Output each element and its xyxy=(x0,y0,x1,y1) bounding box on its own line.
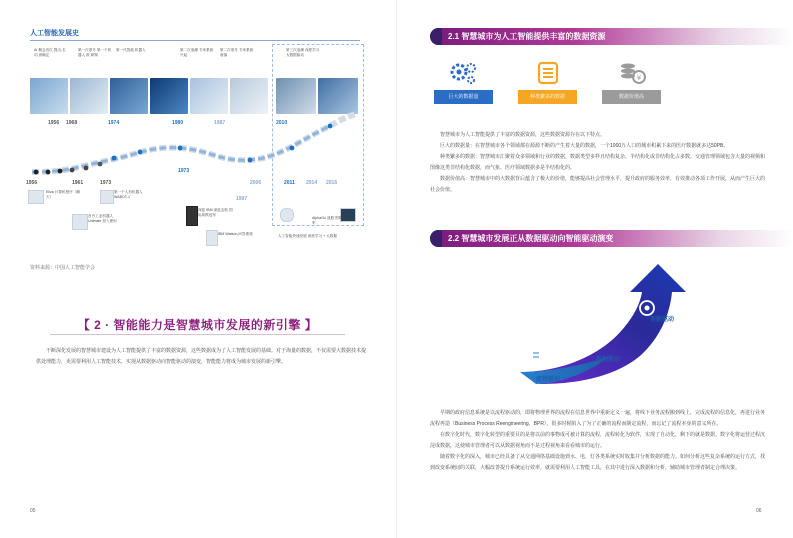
wabot-thumbnail xyxy=(100,190,114,204)
year-bottom-5: 2006 xyxy=(250,180,262,186)
year-bottom-3: 1973 xyxy=(100,180,112,186)
year-bottom-2: 1961 xyxy=(72,180,84,186)
timeline-title: 人工智能发展史 xyxy=(30,30,79,37)
year-top-3: 1974 xyxy=(108,120,120,126)
card-data-value xyxy=(602,50,661,110)
deep-blue-thumbnail xyxy=(186,206,198,226)
stage-label-process: 流程驱动 xyxy=(536,377,561,383)
event-bottom-3: 第一个人形机器人 WABOT-1 xyxy=(114,190,143,199)
event-bottom-4: 深蓝 IBM 深蓝击败 国际象棋冠军 xyxy=(198,208,233,217)
section2-paragraph: 早期的政府信息系统是以流程驱动的，即将物理世界的流程在信息世界中重新定义一遍，将线下业务流程搬到线上，完成流程的信息化，再进行业务流程再造（Business Process Reengineering，BPR），很多时候陷入了为了正确的流程而制定流程，而忘记了流程本身的意义所在。 xyxy=(430,410,766,427)
event-top-4: 第二次浪潮 专家系统兴起 xyxy=(180,48,214,57)
year-bottom-6: 2011 xyxy=(284,180,295,186)
event-bottom-2: 首台工业机器人 Unimate 投入使用 xyxy=(88,214,117,223)
event-top-3: 第一代智能 机器人 xyxy=(116,48,146,52)
year-bottom-8: 2016 xyxy=(326,180,338,186)
section1-paragraph: 种类繁多的数据：智慧城市汇聚着众多领域和行业的数据，数据类型多样且结构复杂，半结构化或非结构化占多数。交通管理领域包含大量的视频和图像这类非结构化数据，而气象、医疗领域数据多是半结构化的。 xyxy=(430,154,766,171)
year-top-5: 1987 xyxy=(214,120,226,126)
photo-6 xyxy=(230,78,268,114)
stage-label-data: 数据驱动 xyxy=(596,357,621,363)
event-bottom-6: AlphaGo 战胜 围棋冠军 xyxy=(312,216,346,225)
chapter-title: 【 2 · 智能能力是智慧城市发展的新引擎 】 xyxy=(77,318,318,332)
unimate-thumbnail xyxy=(72,214,88,230)
page-number-right: 06 xyxy=(756,508,762,514)
card-label: 巨大的数据量 xyxy=(434,90,493,104)
card-label: 种类繁多的数据 xyxy=(518,90,577,104)
robot-thumbnail xyxy=(206,230,218,246)
year-top-6: 2010 xyxy=(276,120,288,126)
event-bottom-1: Eliza 计算机程序（聊天） xyxy=(46,190,80,199)
event-bottom-7: 人工智能快速发展 深度学习 + 大数据 xyxy=(278,234,337,238)
section1-body xyxy=(430,130,768,196)
year-top-1: 1956 xyxy=(48,120,60,126)
photo-4 xyxy=(150,78,188,114)
event-bottom-5: IBM Watson 问答系统 xyxy=(218,232,253,236)
card-data-volume xyxy=(434,50,493,110)
page-number-left: 05 xyxy=(30,508,36,514)
chapter-rule xyxy=(50,334,345,335)
section2-body xyxy=(430,408,768,474)
section2-paragraph: 随着数字化的深入，城市已经具备了从交通网络基础设施到水、电、灯各类系统实时收集并分析数据的能力。如何分析这些复杂系统的运行方式，找到改变系统间的关联，大幅改善提升系统运行效率，就需要利用人工智能工具，在其中进行深入数据和分析，辅助城市管理者制定合理决策。 xyxy=(430,454,766,471)
page-gutter xyxy=(396,0,397,538)
year-top-2: 1968 xyxy=(66,120,78,126)
photo-2 xyxy=(70,78,108,114)
photo-3 xyxy=(110,78,148,114)
card-label: 数据价值高 xyxy=(602,90,661,104)
section1-paragraph: 智慧城市为人工智能提供了丰富的数据资源，这些数据资源存在以下特点。 xyxy=(440,132,606,138)
section1-paragraph: 巨大的数据量：在智慧城市各个领域都在源源不断的产生着大量的数据，一个1000万人口的城市积累下来的医疗数据就多达50PB。 xyxy=(440,143,729,149)
evolution-arrow-diagram xyxy=(500,260,700,390)
event-top-1: AI 概念首次 提出,名词 被确定 xyxy=(34,48,66,57)
year-top-4: 1980 xyxy=(172,120,184,126)
section1-title: 2.1 智慧城市为人工智能提供丰富的数据资源 xyxy=(448,32,606,41)
section2-title: 2.2 智慧城市发展正从数据驱动向智能驱动演变 xyxy=(448,234,614,243)
photo-1 xyxy=(30,78,68,114)
year-bottom-1: 1956 xyxy=(26,180,38,186)
year-bottom-4: 1997 xyxy=(236,196,248,202)
eliza-thumbnail xyxy=(28,190,44,204)
event-top-2: 第一次寒冬 第一个机器人 被 研制 xyxy=(78,48,112,57)
timeline-wave xyxy=(30,110,360,190)
chapter-paragraph: 不断深化发展的智慧城市建设为人工智能提供了丰富的数据资源，这些数据成为了人工智能发展的基础。对于海量的数据，不仅需要大数据技术提供处理能力，更需要利用人工智能技术，实现从数据驱动向智能驱动的演变，智能能力将成为城市发展的新引擎。 xyxy=(36,348,367,365)
stage-label-intelligence: 智能驱动 xyxy=(650,317,675,323)
title-underline xyxy=(30,40,360,41)
year-mid: 1973 xyxy=(178,168,190,174)
year-bottom-7: 2014 xyxy=(306,180,318,186)
figure-source: 资料来源：中国人工智能学会 xyxy=(30,265,96,271)
card-data-variety xyxy=(518,50,577,110)
section1-paragraph: 数据价值高：智慧城市中的大数据背后蕴含了极大的价值，能够提高社会管理水平，提升政府的服务效率，有效推动各项工作开展，从而产生巨大的社会价值。 xyxy=(430,176,766,193)
watson-thumbnail xyxy=(280,208,294,222)
svg-text:¥: ¥ xyxy=(636,74,641,82)
event-top-5: 第二次寒冬 专家系统衰落 xyxy=(220,48,254,57)
section1-header-tab xyxy=(430,28,442,45)
photo-5 xyxy=(190,78,228,114)
section2-paragraph: 在数字化时代，数字化转型的重要目的是将以前的事物成可被计算的流程，流程转化为软件，实现了自动化，剩下的就是数据。数字化将运营过程沉淀成数据，这使城市管理者可以从数据视角而不是过程视角来看看城市的运行。 xyxy=(430,432,766,449)
event-top-6: 第三次浪潮 深度学习 大数据驱动 xyxy=(286,48,320,57)
section2-header-tab xyxy=(430,230,442,247)
